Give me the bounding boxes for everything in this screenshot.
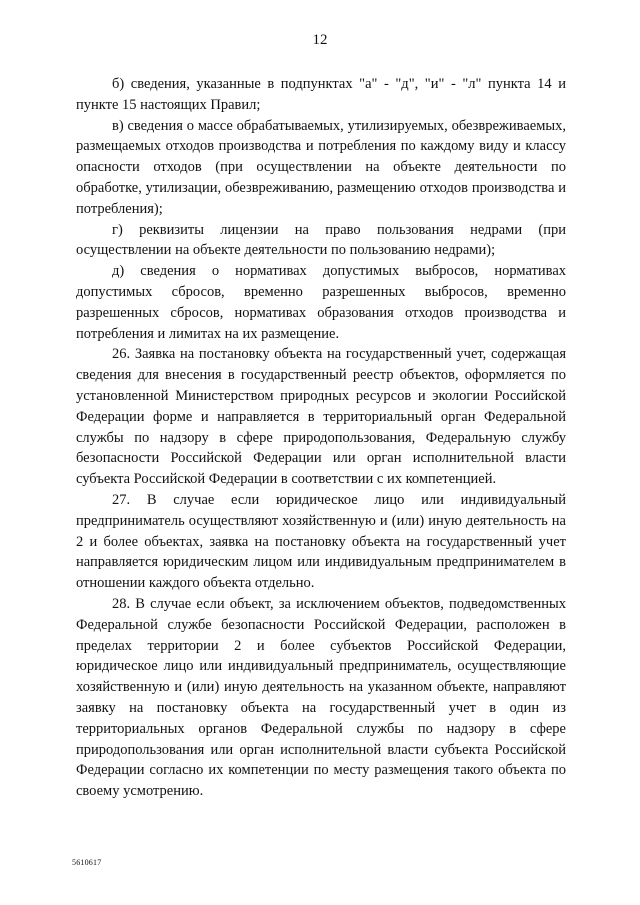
document-body [76, 74, 566, 802]
paragraph-subitem-g: г) реквизиты лицензии на право пользования недрами (при осуществлении на объекте деятельности по пользованию недрами); [76, 221, 566, 259]
paragraph-item-28: 28. В случае если объект, за исключением объектов, подведомственных Федеральной службе безопасности Российской Федерации, расположен в пределах территории 2 и более субъектов Российской Федерации, юридическое лицо или индивидуальный предприниматель, осуществляющие хозяйственную и (или) иную деятельность на указанном объекте, направляют заявку на постановку объекта на государственный учет в один из территориальных органов Федеральной службы по надзору в сфере природопользования или орган исполнительной власти субъекта Российской Федерации согласно их компетенции по месту размещения такого объекта по своему усмотрению. [76, 595, 566, 800]
page-number: 12 [312, 32, 328, 48]
paragraph-item-26: 26. Заявка на постановку объекта на государственный учет, содержащая сведения для внесения в государственный реестр объектов, оформляется по установленной Министерством природных ресурсов и экологии Российской Федерации форме и направляется в территориальный орган Федеральной службы по надзору в сфере природопользования, Федеральную службу безопасности Российской Федерации или орган исполнительной власти субъекта Российской Федерации в соответствии с их компетенцией. [76, 346, 566, 488]
paragraph-subitem-v: в) сведения о массе обрабатываемых, утилизируемых, обезвреживаемых, размещаемых отходов производства и потребления по каждому виду и классу опасности отходов (при осуществлении на объекте деятельности по обработке, утилизации, обезвреживанию, размещению отходов производства и потребления); [76, 117, 566, 217]
document-code: 5610617 [72, 858, 102, 867]
paragraph-item-27: 27. В случае если юридическое лицо или индивидуальный предприниматель осуществляют хозяйственную и (или) иную деятельность на 2 и более объектах, заявка на постановку объекта на государственный учет направляется юридическим лицом или индивидуальным предпринимателем в отношении каждого объекта отдельно. [76, 491, 566, 592]
paragraph-subitem-b: б) сведения, указанные в подпунктах "а" - "д", "и" - "л" пункта 14 и пункте 15 настоящих Правил; [76, 76, 566, 113]
paragraph-subitem-d: д) сведения о нормативах допустимых выбросов, нормативах допустимых сбросов, временно разрешенных выбросов, временно разрешенных сбросов, нормативах образования отходов производства и потребления и лимитах на их размещение. [76, 263, 566, 342]
